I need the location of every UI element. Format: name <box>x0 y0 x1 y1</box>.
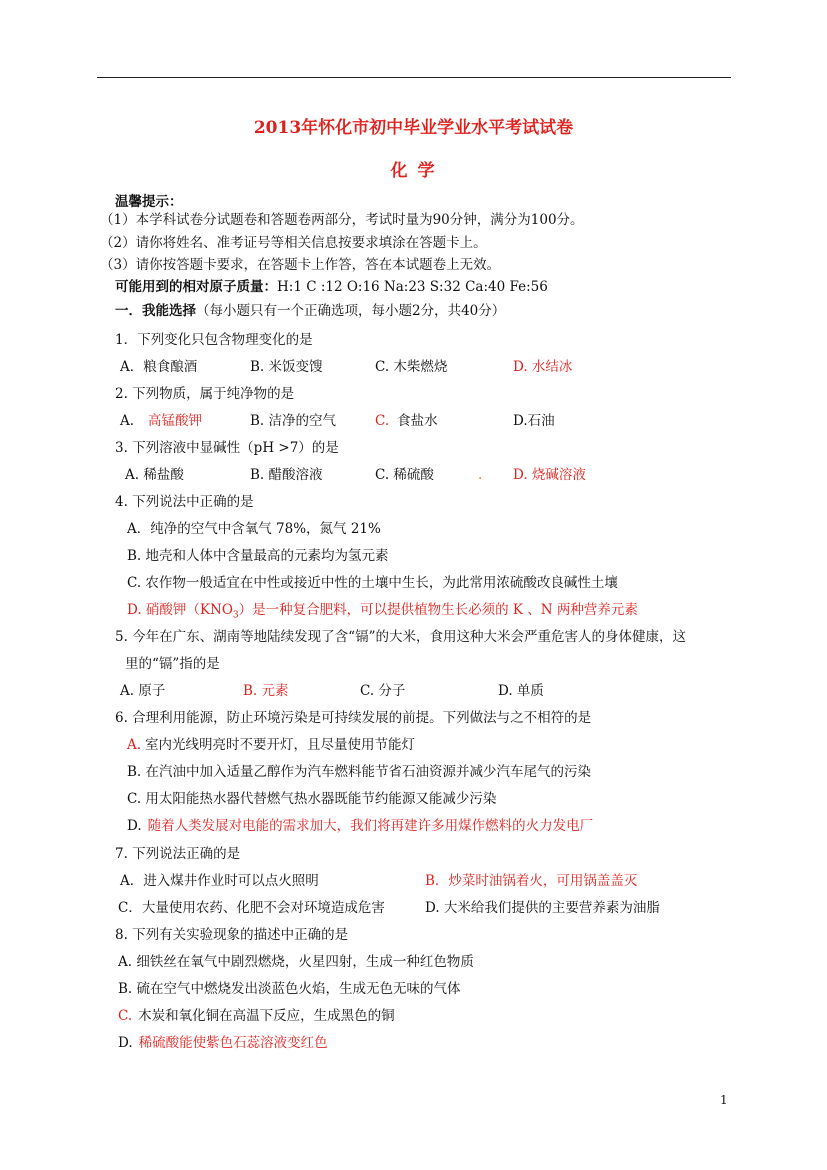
q2-stem: 2. 下列物质，属于纯净物的是 <box>115 386 295 402</box>
q6-option-d-letter: D. <box>127 818 142 834</box>
q2-option-d: D.石油 <box>513 413 555 429</box>
q5-option-d: D. 单质 <box>498 683 544 699</box>
q7-option-b: B．炒菜时油锅着火，可用锅盖盖灭 <box>425 873 638 889</box>
atomic-mass-line <box>115 278 548 296</box>
q2-option-c <box>375 412 438 430</box>
q8-option-b: B. 硫在空气中燃烧发出淡蓝色火焰，生成无色无味的气体 <box>118 981 461 997</box>
q8-option-a: A. 细铁丝在氧气中剧烈燃烧，火星四射，生成一种红色物质 <box>118 954 474 970</box>
section-heading <box>115 302 505 320</box>
q8-option-c-text: 木炭和氧化铜在高温下反应，生成黑色的铜 <box>138 1008 395 1024</box>
q4-option-d-sub: 3 <box>232 610 239 621</box>
q4-option-b: B. 地壳和人体中含量最高的元素均为氢元素 <box>127 548 389 564</box>
q2-option-b: B. 洁净的空气 <box>250 413 337 429</box>
subject-title: 化 学 <box>390 161 437 181</box>
q1-option-a: A．粮食酿酒 <box>120 359 198 375</box>
q4-stem: 4. 下列说法中正确的是 <box>115 494 254 510</box>
q3-option-c: C. 稀硫酸 <box>375 467 434 483</box>
q6-option-a <box>127 736 415 754</box>
q6-option-a-letter: A. <box>127 737 142 753</box>
q8-option-d <box>118 1034 328 1052</box>
atomic-mass-values: H:1 C :12 O:16 Na:23 S:32 Ca:40 Fe:56 <box>277 279 548 295</box>
q4-option-a: A．纯净的空气中含氧气 78%，氮气 21% <box>127 521 381 537</box>
q2-option-a-letter: A. <box>120 413 135 429</box>
q1-option-c: C. 木柴燃烧 <box>375 359 448 375</box>
q8-option-d-text: 稀硫酸能使紫色石蕊溶液变红色 <box>138 1035 328 1051</box>
q7-option-a: A．进入煤井作业时可以点火照明 <box>120 873 319 889</box>
page-number: 1 <box>720 1093 728 1107</box>
q6-option-b: B. 在汽油中加入适量乙醇作为汽车燃料能节省石油资源并减少汽车尾气的污染 <box>127 764 592 780</box>
section-desc: （每小题只有一个正确选项，每小题2分，共40分） <box>196 303 506 319</box>
notice-heading: 温馨提示： <box>115 194 183 210</box>
q4-option-d <box>127 601 638 625</box>
q6-option-d-text: 随着人类发展对电能的需求加大，我们将再建许多用煤作燃料的火力发电厂 <box>147 818 594 834</box>
q1-option-d: D. 水结冰 <box>513 359 573 375</box>
q8-option-c-letter: C. <box>118 1008 133 1024</box>
notice-item-3: （3）请你按答题卡要求，在答题卡上作答，答在本试题卷上无效。 <box>100 257 501 273</box>
exam-title: 2013年怀化市初中毕业学业水平考试试卷 <box>253 118 574 138</box>
section-label: 一．我能选择 <box>115 303 196 319</box>
q2-option-a-text: 高锰酸钾 <box>148 413 203 429</box>
q1-option-b: B. 米饭变馊 <box>250 359 323 375</box>
q2-option-a <box>120 412 202 430</box>
q3-stray-dot: . <box>478 467 483 483</box>
notice-item-1: （1）本学科试卷分试题卷和答题卷两部分，考试时量为90分钟，满分为100分。 <box>100 212 584 228</box>
q6-stem: 6. 合理利用能源，防止环境污染是可持续发展的前提。下列做法与之不相符的是 <box>115 710 592 726</box>
q6-option-c: C. 用太阳能热水器代替燃气热水器既能节约能源又能减少污染 <box>127 791 497 807</box>
q7-option-d: D. 大米给我们提供的主要营养素为油脂 <box>425 900 660 916</box>
q3-option-b: B. 醋酸溶液 <box>250 467 323 483</box>
atomic-mass-label: 可能用到的相对原子质量： <box>115 279 277 295</box>
q5-option-b: B. 元素 <box>243 683 289 699</box>
q4-option-c: C. 农作物一般适宜在中性或接近中性的土壤中生长，为此常用浓硫酸改良碱性土壤 <box>127 575 618 591</box>
notice-item-2: （2）请你将姓名、准考证号等相关信息按要求填涂在答题卡上。 <box>100 235 487 251</box>
q3-option-a: A. 稀盐酸 <box>125 467 184 483</box>
q8-stem: 8. 下列有关实验现象的描述中正确的是 <box>115 927 349 943</box>
q5-stem-line2: 里的“镉”指的是 <box>125 656 220 672</box>
q5-option-c: C. 分子 <box>360 683 406 699</box>
q1-stem: 1．下列变化只包含物理变化的是 <box>115 332 313 348</box>
q2-option-c-letter: C. <box>375 413 390 429</box>
q4-option-d-pre: D. 硝酸钾（KNO <box>127 602 233 618</box>
q3-option-d: D. 烧碱溶液 <box>513 467 586 483</box>
q6-option-d <box>127 817 593 835</box>
q5-option-a: A. 原子 <box>120 683 166 699</box>
q7-option-c: C．大量使用农药、化肥不会对环境造成危害 <box>118 900 385 916</box>
q8-option-c <box>118 1007 395 1025</box>
header-rule <box>97 77 731 78</box>
q8-option-d-letter: D. <box>118 1035 133 1051</box>
q6-option-a-text: 室内光线明亮时不要开灯，且尽量使用节能灯 <box>145 737 416 753</box>
q2-option-c-text: 食盐水 <box>397 413 438 429</box>
q7-stem: 7. 下列说法正确的是 <box>115 846 241 862</box>
q5-stem-line1: 5. 今年在广东、湖南等地陆续发现了含“镉”的大米，食用这种大米会严重危害人的身体健康，这 <box>115 629 686 645</box>
q4-option-d-post: ）是一种复合肥料，可以提供植物生长必须的 K 、N 两种营养元素 <box>238 602 638 618</box>
q3-stem: 3. 下列溶液中显碱性（pH >7）的是 <box>115 440 339 456</box>
